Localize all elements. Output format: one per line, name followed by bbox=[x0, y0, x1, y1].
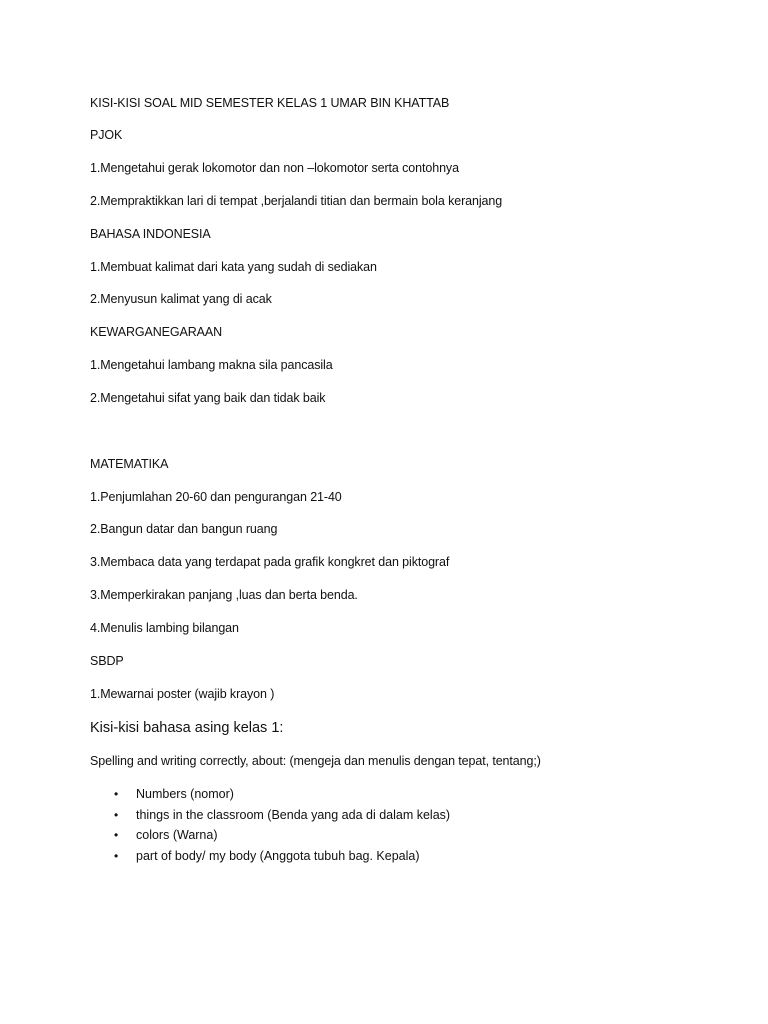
heading-bahasa-indonesia: BAHASA INDONESIA bbox=[90, 227, 211, 241]
list-item bbox=[90, 807, 450, 828]
matematika-item-4: 3.Memperkirakan panjang ,luas dan berta benda. bbox=[90, 588, 358, 602]
list-item-text: Numbers (nomor) bbox=[136, 787, 234, 801]
bullet-icon: • bbox=[114, 787, 119, 801]
heading-kewarganegaraan: KEWARGANEGARAAN bbox=[90, 325, 223, 339]
bahasa-asing-intro: Spelling and writing correctly, about: (mengeja dan menulis dengan tepat, tentang;) bbox=[90, 754, 541, 768]
list-item bbox=[90, 827, 450, 848]
list-item-text: things in the classroom (Benda yang ada di dalam kelas) bbox=[136, 807, 451, 822]
sbdp-item-1: 1.Mewarnai poster (wajib krayon ) bbox=[90, 687, 275, 701]
matematika-item-3: 3.Membaca data yang terdapat pada grafik kongkret dan piktograf bbox=[90, 555, 450, 569]
list-item-text: colors (Warna) bbox=[136, 828, 218, 842]
bullet-icon: • bbox=[114, 848, 119, 863]
bahasa-asing-list bbox=[90, 786, 450, 868]
matematika-item-1: 1.Penjumlahan 20-60 dan pengurangan 21-40 bbox=[90, 490, 342, 504]
heading-bahasa-asing: Kisi-kisi bahasa asing kelas 1: bbox=[90, 720, 284, 736]
matematika-item-5: 4.Menulis lambing bilangan bbox=[90, 621, 239, 635]
pjok-item-1: 1.Mengetahui gerak lokomotor dan non –lokomotor serta contohnya bbox=[90, 161, 459, 175]
bahasa-indonesia-item-1: 1.Membuat kalimat dari kata yang sudah di sediakan bbox=[90, 260, 377, 274]
list-item-text: part of body/ my body (Anggota tubuh bag. Kepala) bbox=[136, 848, 420, 863]
bullet-icon: • bbox=[114, 828, 119, 842]
list-item bbox=[90, 786, 450, 807]
document-title: KISI-KISI SOAL MID SEMESTER KELAS 1 UMAR BIN KHATTAB bbox=[90, 96, 450, 110]
list-item bbox=[90, 848, 450, 869]
matematika-item-2: 2.Bangun datar dan bangun ruang bbox=[90, 522, 278, 536]
heading-sbdp: SBDP bbox=[90, 654, 124, 668]
kewarganegaraan-item-1: 1.Mengetahui lambang makna sila pancasila bbox=[90, 358, 333, 372]
bahasa-indonesia-item-2: 2.Menyusun kalimat yang di acak bbox=[90, 292, 272, 306]
heading-pjok: PJOK bbox=[90, 128, 123, 142]
bullet-icon: • bbox=[114, 807, 119, 822]
heading-matematika: MATEMATIKA bbox=[90, 457, 169, 471]
kewarganegaraan-item-2: 2.Mengetahui sifat yang baik dan tidak baik bbox=[90, 391, 326, 405]
pjok-item-2: 2.Mempraktikkan lari di tempat ,berjalandi titian dan bermain bola keranjang bbox=[90, 194, 503, 208]
